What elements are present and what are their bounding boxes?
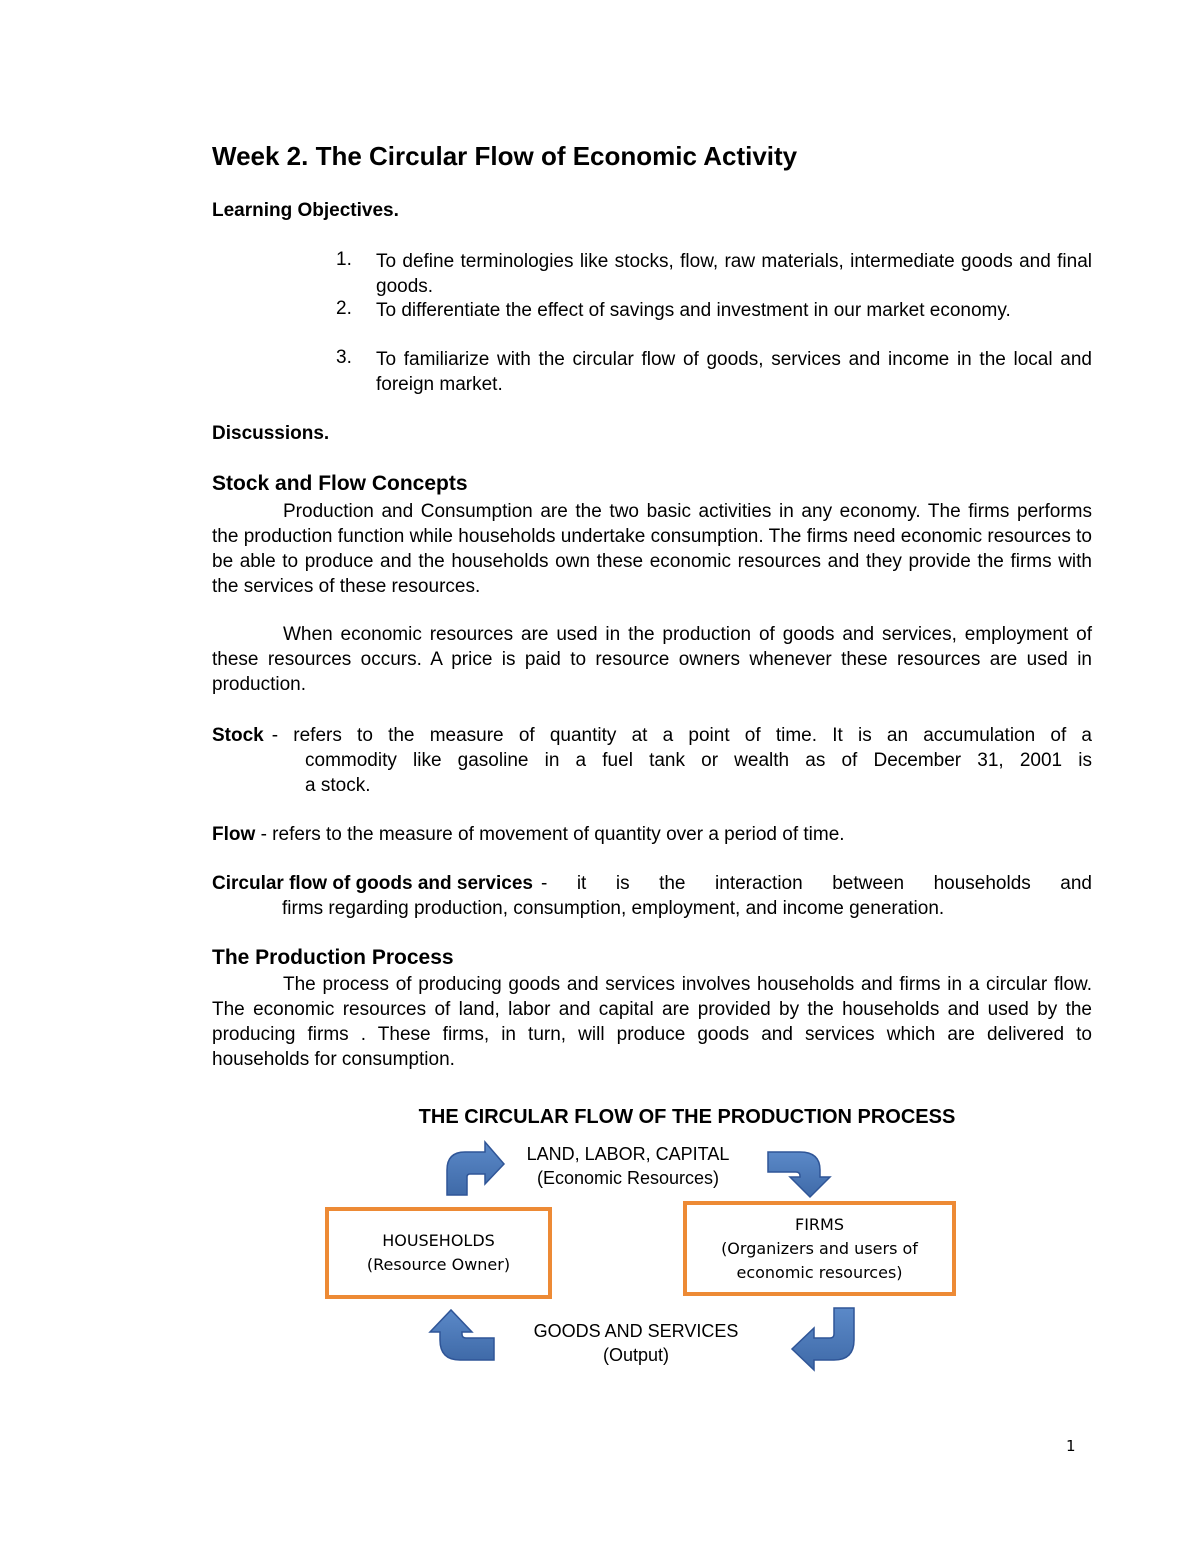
households-title: HOUSEHOLDS [382, 1231, 495, 1250]
page-title: Week 2. The Circular Flow of Economic Activity [212, 141, 798, 171]
stock-definition-line: a stock. [305, 775, 371, 796]
diagram-title: THE CIRCULAR FLOW OF THE PRODUCTION PROCESS [418, 1106, 956, 1128]
circular-flow-definition-line: - it is the interaction between households and [540, 873, 1092, 894]
arrow-goods-to-households-icon [430, 1310, 494, 1360]
stock-flow-paragraph-2: When economic resources are used in the production of goods and services, employment of these resources occurs. A price is paid to resource owners whenever these resources are used in production. [212, 624, 1092, 695]
objective-text: To differentiate the effect of savings and investment in our market economy. [376, 300, 1011, 321]
objective-number: 3. [336, 347, 352, 368]
flow-term: Flow [212, 824, 256, 845]
arrow-households-to-resources-icon [447, 1142, 504, 1195]
arrow-resources-to-firms-icon [768, 1152, 830, 1197]
objective-text: To define terminologies like stocks, flow, raw materials, intermediate goods and final goods. [376, 251, 1092, 297]
objective-text: To familiarize with the circular flow of goods, services and income in the local and foreign market. [376, 349, 1092, 395]
goods-services-label-sub: (Output) [602, 1345, 670, 1365]
households-subtitle: (Resource Owner) [366, 1255, 511, 1274]
stock-definition-line: commodity like gasoline in a fuel tank or wealth as of December 31, 2001 is [305, 750, 1092, 771]
firms-subtitle: economic resources) [736, 1262, 903, 1282]
stock-flow-paragraph-1: Production and Consumption are the two basic activities in any economy. The firms performs the production function while households undertake consumption. The firms need economic resources to be able to produce and the households own these economic resources and they provide the firms with the services of these resources. [212, 501, 1092, 597]
firms-subtitle: (Organizers and users of [721, 1238, 918, 1258]
page-number: 1 [1066, 1437, 1076, 1455]
stock-term: Stock [212, 725, 264, 746]
goods-services-label-main: GOODS AND SERVICES [533, 1321, 739, 1341]
stock-definition-line: - refers to the measure of quantity at a point of time. It is an accumulation of a [271, 725, 1092, 746]
arrow-firms-to-goods-icon [792, 1308, 854, 1370]
resources-label-main: LAND, LABOR, CAPITAL [526, 1144, 730, 1164]
stock-flow-heading: Stock and Flow Concepts [212, 472, 468, 495]
production-heading: The Production Process [212, 946, 454, 969]
objective-number: 2. [336, 298, 352, 319]
objective-number: 1. [336, 249, 352, 270]
circular-flow-definition-line: firms regarding production, consumption, employment, and income generation. [282, 898, 945, 919]
discussions-heading: Discussions. [212, 423, 330, 444]
objectives-heading: Learning Objectives. [212, 200, 399, 221]
resources-label-sub: (Economic Resources) [536, 1168, 720, 1188]
production-paragraph: The process of producing goods and services involves households and firms in a circular flow. The economic resources of land, labor and capital are provided by the households and used by the producing firms . These firms, in turn, will produce goods and services which are delivered to households for consumption. [212, 974, 1092, 1070]
flow-definition-text: - refers to the measure of movement of quantity over a period of time. [260, 824, 845, 845]
circular-flow-term: Circular flow of goods and services [212, 873, 533, 894]
firms-title: FIRMS [795, 1214, 844, 1234]
